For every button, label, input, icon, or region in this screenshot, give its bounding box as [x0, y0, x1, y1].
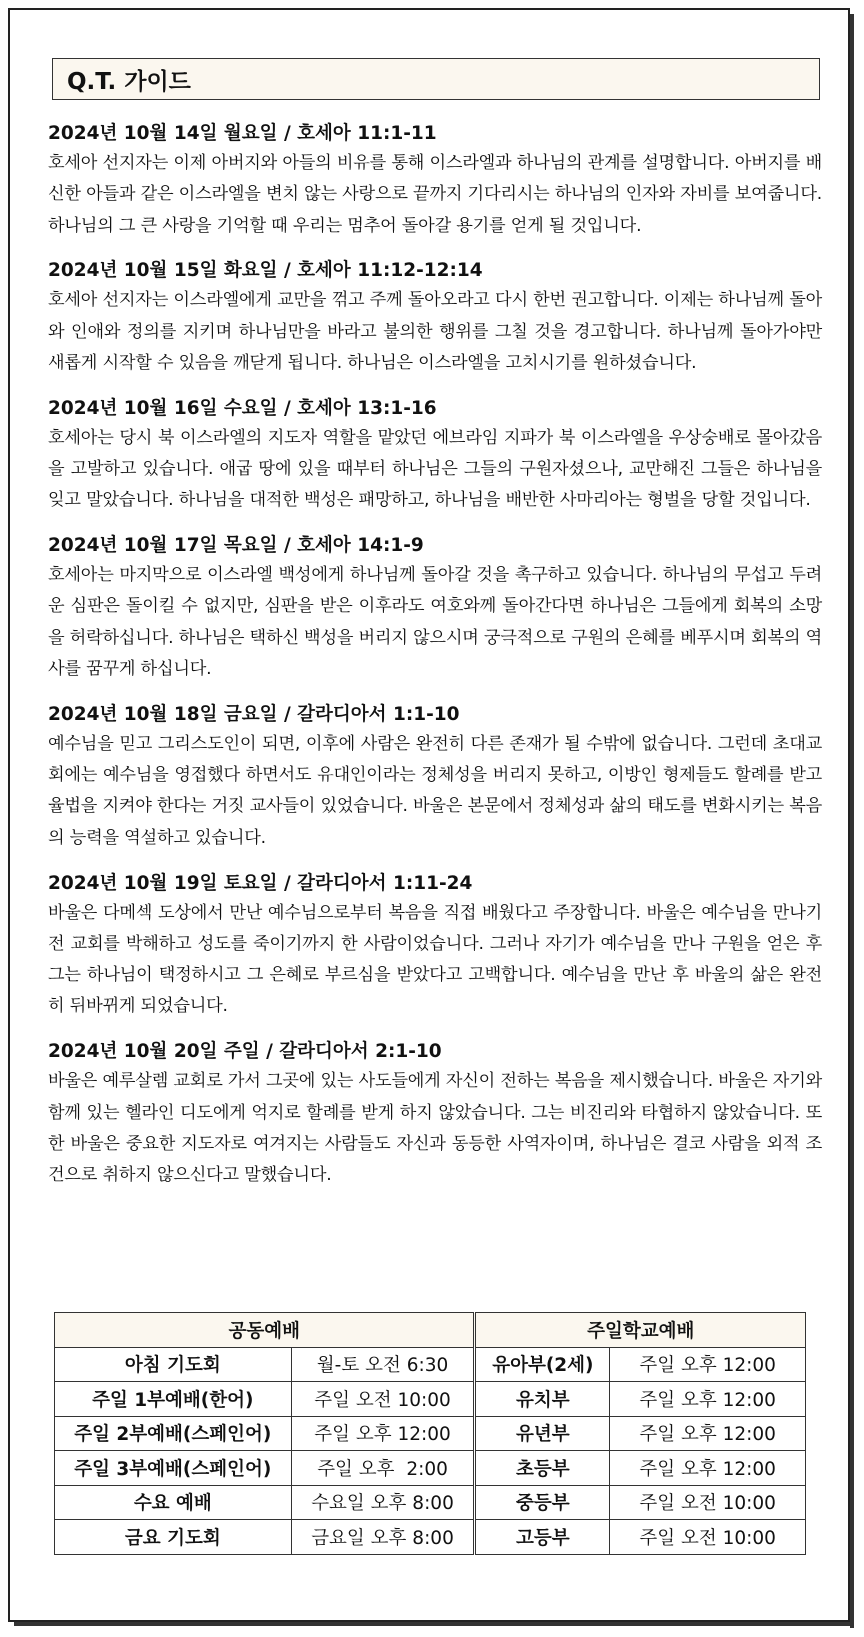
- department-name: 고등부: [475, 1520, 610, 1555]
- entry-text: 호세아 선지자는 이제 아버지와 아들의 비유를 통해 이스라엘과 하나님의 관계를 설명합니다. 아버지를 배신한 아들과 같은 이스라엘을 변치 않는 사랑으로 끝까지 기다리시는 하나님의 인자와 자비를 보여줍니다. 하나님의 그 큰 사랑을 기억할 때 우리는 멈추어 돌아갈 용기를 얻게 될 것입니다.: [48, 153, 822, 236]
- department-name: 유아부(2세): [475, 1347, 610, 1382]
- entry-title: 2024년 10월 15일 화요일 / 호세아 11:12-12:14: [48, 260, 483, 282]
- department-time: 주일 오후 12:00: [610, 1451, 806, 1486]
- entry-text: 바울은 다메섹 도상에서 만난 예수님으로부터 복음을 직접 배웠다고 주장합니다. 바울은 예수님을 만나기 전 교회를 박해하고 성도를 죽이기까지 한 사람이었습니다. 그러나 자기가 예수님을 만나 구원을 얻은 후 그는 하나님이 택정하시고 그 은혜로 부르심을 받았다고 고백합니다. 예수님을 만난 후 바울의 삶은 완전히 뒤바뀌게 되었습니다.: [48, 902, 822, 1017]
- entry-title: 2024년 10월 18일 금요일 / 갈라디아서 1:1-10: [48, 703, 460, 725]
- qt-entries: [48, 120, 822, 1207]
- service-time: 월-토 오전 6:30: [291, 1347, 475, 1382]
- schedule-row: [55, 1347, 806, 1382]
- department-time: 주일 오후 12:00: [610, 1416, 806, 1451]
- service-time: 수요일 오후 8:00: [291, 1485, 475, 1520]
- qt-entry: [48, 395, 822, 517]
- qt-entry: [48, 870, 822, 1023]
- worship-schedule-table: [54, 1312, 806, 1555]
- department-time: 주일 오전 10:00: [610, 1485, 806, 1520]
- qt-entry: [48, 701, 822, 854]
- service-time: 주일 오후 12:00: [291, 1416, 475, 1451]
- entry-title: 2024년 10월 20일 주일 / 갈라디아서 2:1-10: [48, 1041, 442, 1063]
- congregational-worship-header: 공동예배: [55, 1313, 475, 1348]
- department-time: 주일 오전 10:00: [610, 1520, 806, 1555]
- entry-text: 바울은 예루살렘 교회로 가서 그곳에 있는 사도들에게 자신이 전하는 복음을 제시했습니다. 바울은 자기와 함께 있는 헬라인 디도에게 억지로 할례를 받게 하지 않았습니다. 그는 비진리와 타협하지 않았습니다. 또한 바울은 중요한 지도자로 여겨지는 사람들도 자신과 동등한 사역자이며, 하나님은 결코 사람을 외적 조건으로 취하지 않으신다고 말했습니다.: [48, 1071, 822, 1186]
- service-time: 주일 오후 2:00: [291, 1451, 475, 1486]
- entry-title: 2024년 10월 17일 목요일 / 호세아 14:1-9: [48, 535, 424, 557]
- qt-entry: [48, 257, 822, 379]
- page-shadow: [850, 14, 854, 1628]
- qt-entry: [48, 120, 822, 242]
- entry-text: 호세아는 마지막으로 이스라엘 백성에게 하나님께 돌아갈 것을 촉구하고 있습니다. 하나님의 무섭고 두려운 심판은 돌이킬 수 없지만, 심판을 받은 이후라도 여호와께 돌아간다면 하나님은 그들에게 회복의 소망을 허락하십니다. 하나님은 택하신 백성을 버리지 않으시며 궁극적으로 구원의 은혜를 베푸시며 회복의 역사를 꿈꾸게 하십니다.: [48, 565, 822, 680]
- service-time: 금요일 오후 8:00: [291, 1520, 475, 1555]
- schedule-row: [55, 1451, 806, 1486]
- service-name: 금요 기도회: [55, 1520, 292, 1555]
- department-name: 중등부: [475, 1485, 610, 1520]
- entry-title: 2024년 10월 19일 토요일 / 갈라디아서 1:11-24: [48, 872, 473, 894]
- service-name: 주일 2부예배(스페인어): [55, 1416, 292, 1451]
- service-name: 주일 3부예배(스페인어): [55, 1451, 292, 1486]
- service-name: 수요 예배: [55, 1485, 292, 1520]
- service-name: 주일 1부예배(한어): [55, 1382, 292, 1417]
- sunday-school-worship-header: 주일학교예배: [475, 1313, 806, 1348]
- entry-text: 호세아 선지자는 이스라엘에게 교만을 꺾고 주께 돌아오라고 다시 한번 권고합니다. 이제는 하나님께 돌아와 인애와 정의를 지키며 하나님만을 바라고 불의한 행위를 그칠 것을 경고합니다. 하나님께 돌아가야만 새롭게 시작할 수 있음을 깨닫게 됩니다. 하나님은 이스라엘을 고치시기를 원하셨습니다.: [48, 290, 822, 373]
- entry-text: 예수님을 믿고 그리스도인이 되면, 이후에 사람은 완전히 다른 존재가 될 수밖에 없습니다. 그런데 초대교회에는 예수님을 영접했다 하면서도 유대인이라는 정체성을 버리지 못하고, 이방인 형제들도 할례를 받고 율법을 지켜야 한다는 거짓 교사들이 있었습니다. 바울은 본문에서 정체성과 삶의 태도를 변화시키는 복음의 능력을 역설하고 있습니다.: [48, 733, 822, 848]
- qt-entry: [48, 532, 822, 685]
- schedule-header-row: [55, 1313, 806, 1348]
- entry-title: 2024년 10월 14일 월요일 / 호세아 11:1-11: [48, 123, 437, 144]
- department-time: 주일 오후 12:00: [610, 1382, 806, 1417]
- schedule-row: [55, 1485, 806, 1520]
- department-name: 초등부: [475, 1451, 610, 1486]
- schedule-row: [55, 1520, 806, 1555]
- schedule-row: [55, 1416, 806, 1451]
- service-time: 주일 오전 10:00: [291, 1382, 475, 1417]
- qt-entry: [48, 1038, 822, 1191]
- page-shadow: [14, 1622, 854, 1626]
- schedule-row: [55, 1382, 806, 1417]
- department-time: 주일 오후 12:00: [610, 1347, 806, 1382]
- entry-title: 2024년 10월 16일 수요일 / 호세아 13:1-16: [48, 397, 437, 419]
- qt-guide-header: [52, 58, 820, 100]
- qt-guide-title: Q.T. 가이드: [67, 68, 191, 95]
- service-name: 아침 기도회: [55, 1347, 292, 1382]
- department-name: 유치부: [475, 1382, 610, 1417]
- entry-text: 호세아는 당시 북 이스라엘의 지도자 역할을 맡았던 에브라임 지파가 북 이스라엘을 우상숭배로 몰아갔음을 고발하고 있습니다. 애굽 땅에 있을 때부터 하나님은 그들의 구원자셨으나, 교만해진 그들은 하나님을 잊고 말았습니다. 하나님을 대적한 백성은 패망하고, 하나님을 배반한 사마리아는 형벌을 당할 것입니다.: [48, 427, 822, 511]
- department-name: 유년부: [475, 1416, 610, 1451]
